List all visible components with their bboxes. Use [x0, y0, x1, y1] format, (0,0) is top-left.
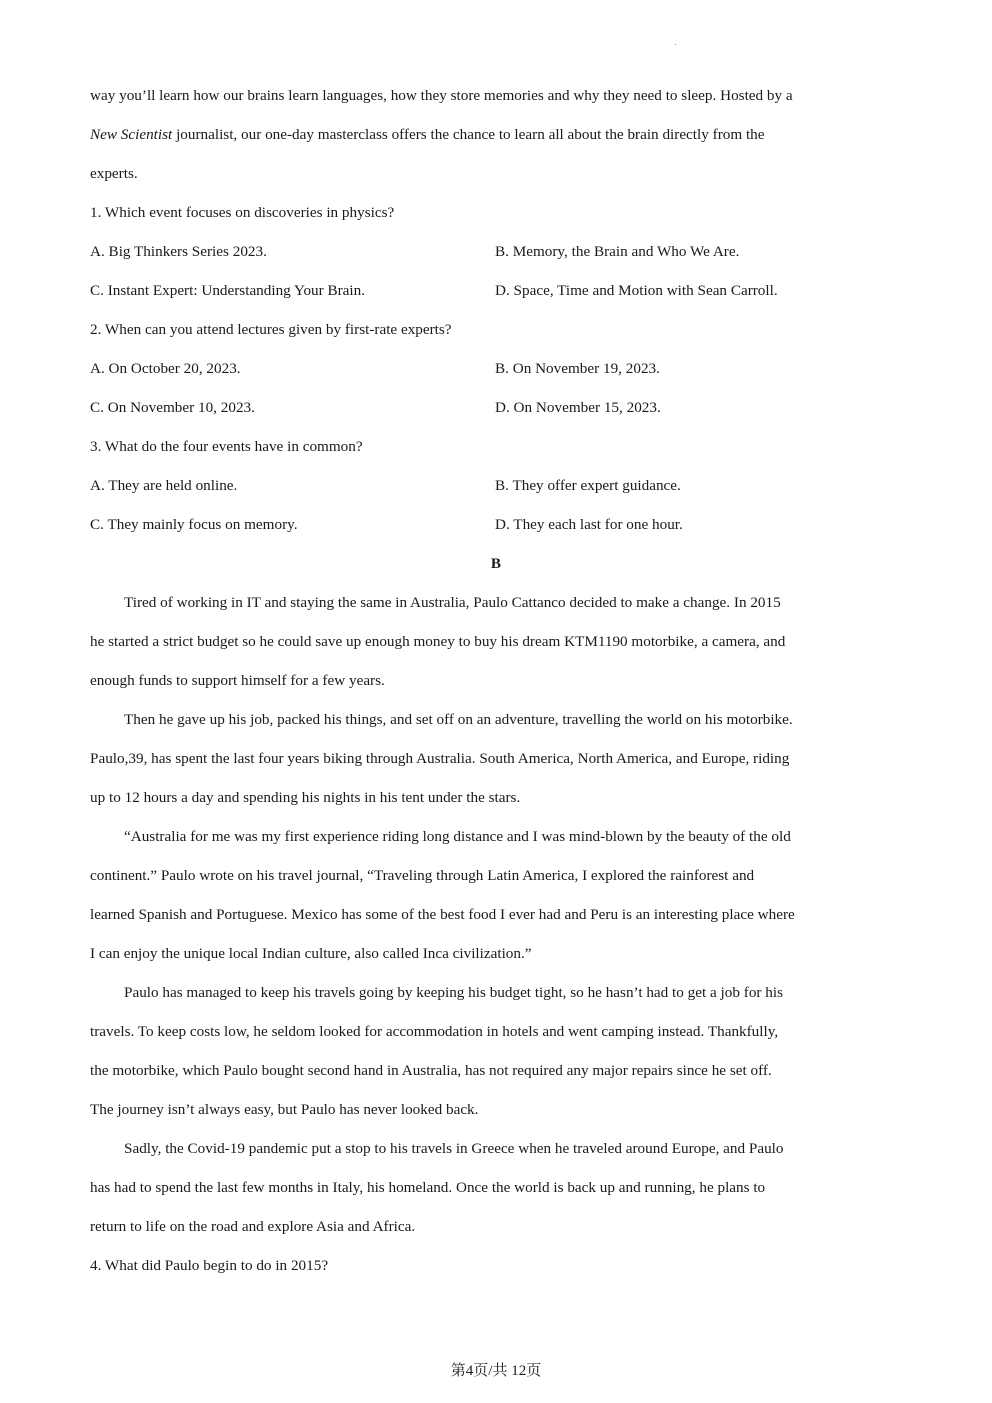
answer-option: B. Memory, the Brain and Who We Are.: [495, 243, 740, 260]
passage-b-line: he started a strict budget so he could save up enough money to buy his dream KTM1190 motorbike, a camera, and: [90, 633, 786, 650]
answer-option: A. They are held online.: [90, 477, 238, 494]
passage-b-line: The journey isn’t always easy, but Paulo has never looked back.: [90, 1101, 479, 1118]
passage-a-line-2-rest: journalist, our one-day masterclass offers the chance to learn all about the brain directly from the: [172, 126, 765, 143]
passage-b-line: “Australia for me was my first experience riding long distance and I was mind-blown by the beauty of the old: [124, 828, 791, 845]
answer-option: D. Space, Time and Motion with Sean Carroll.: [495, 282, 778, 299]
passage-b-line: Then he gave up his job, packed his things, and set off on an adventure, travelling the world on his motorbike.: [124, 711, 793, 728]
answer-option: A. Big Thinkers Series 2023.: [90, 243, 267, 260]
page-number: 第4页/共 12页: [450, 1363, 542, 1379]
answer-option: C. Instant Expert: Understanding Your Brain.: [90, 282, 366, 299]
passage-b-line: up to 12 hours a day and spending his nights in his tent under the stars.: [90, 789, 521, 806]
answer-option: C. On November 10, 2023.: [90, 399, 255, 416]
passage-b-line: return to life on the road and explore Asia and Africa.: [90, 1218, 416, 1235]
question-stem: 4. What did Paulo begin to do in 2015?: [90, 1257, 329, 1274]
passage-a-line-3: experts.: [90, 165, 138, 182]
question-stem: 3. What do the four events have in common?: [90, 438, 363, 455]
publication-name: New Scientist: [90, 126, 173, 143]
answer-option: B. They offer expert guidance.: [495, 477, 681, 494]
answer-option: A. On October 20, 2023.: [90, 360, 241, 377]
answer-option: B. On November 19, 2023.: [495, 360, 660, 377]
passage-b-line: travels. To keep costs low, he seldom looked for accommodation in hotels and went camping instead. Thankfully,: [90, 1023, 779, 1040]
section-heading-b: B: [490, 555, 502, 572]
passage-b-line: Tired of working in IT and staying the same in Australia, Paulo Cattanco decided to make a change. In 2015: [124, 594, 781, 611]
passage-b-line: Sadly, the Covid-19 pandemic put a stop to his travels in Greece when he traveled around Europe, and Paulo: [124, 1140, 784, 1157]
passage-b-line: has had to spend the last few months in Italy, his homeland. Once the world is back up and running, he plans to: [90, 1179, 766, 1196]
answer-option: C. They mainly focus on memory.: [90, 516, 298, 533]
question-stem: 2. When can you attend lectures given by first-rate experts?: [90, 321, 452, 338]
passage-b-line: Paulo,39, has spent the last four years biking through Australia. South America, North America, and Europe, riding: [90, 750, 790, 767]
passage-b-line: Paulo has managed to keep his travels going by keeping his budget tight, so he hasn’t had to get a job for his: [124, 984, 783, 1001]
passage-a-line-2: [90, 125, 765, 145]
scan-mark: [675, 44, 676, 45]
answer-option: D. On November 15, 2023.: [495, 399, 661, 416]
passage-b-line: the motorbike, which Paulo bought second hand in Australia, has not required any major repairs since he set off.: [90, 1062, 772, 1079]
passage-a-line-1: way you’ll learn how our brains learn languages, how they store memories and why they need to sleep. Hosted by a: [90, 87, 793, 104]
passage-b-line: continent.” Paulo wrote on his travel journal, “Traveling through Latin America, I explored the rainforest and: [90, 867, 755, 884]
passage-b-line: I can enjoy the unique local Indian culture, also called Inca civilization.”: [90, 945, 532, 962]
passage-b-line: learned Spanish and Portuguese. Mexico has some of the best food I ever had and Peru is an interesting place where: [90, 906, 795, 923]
passage-b-line: enough funds to support himself for a few years.: [90, 672, 385, 689]
question-stem: 1. Which event focuses on discoveries in physics?: [90, 204, 395, 221]
answer-option: D. They each last for one hour.: [495, 516, 683, 533]
